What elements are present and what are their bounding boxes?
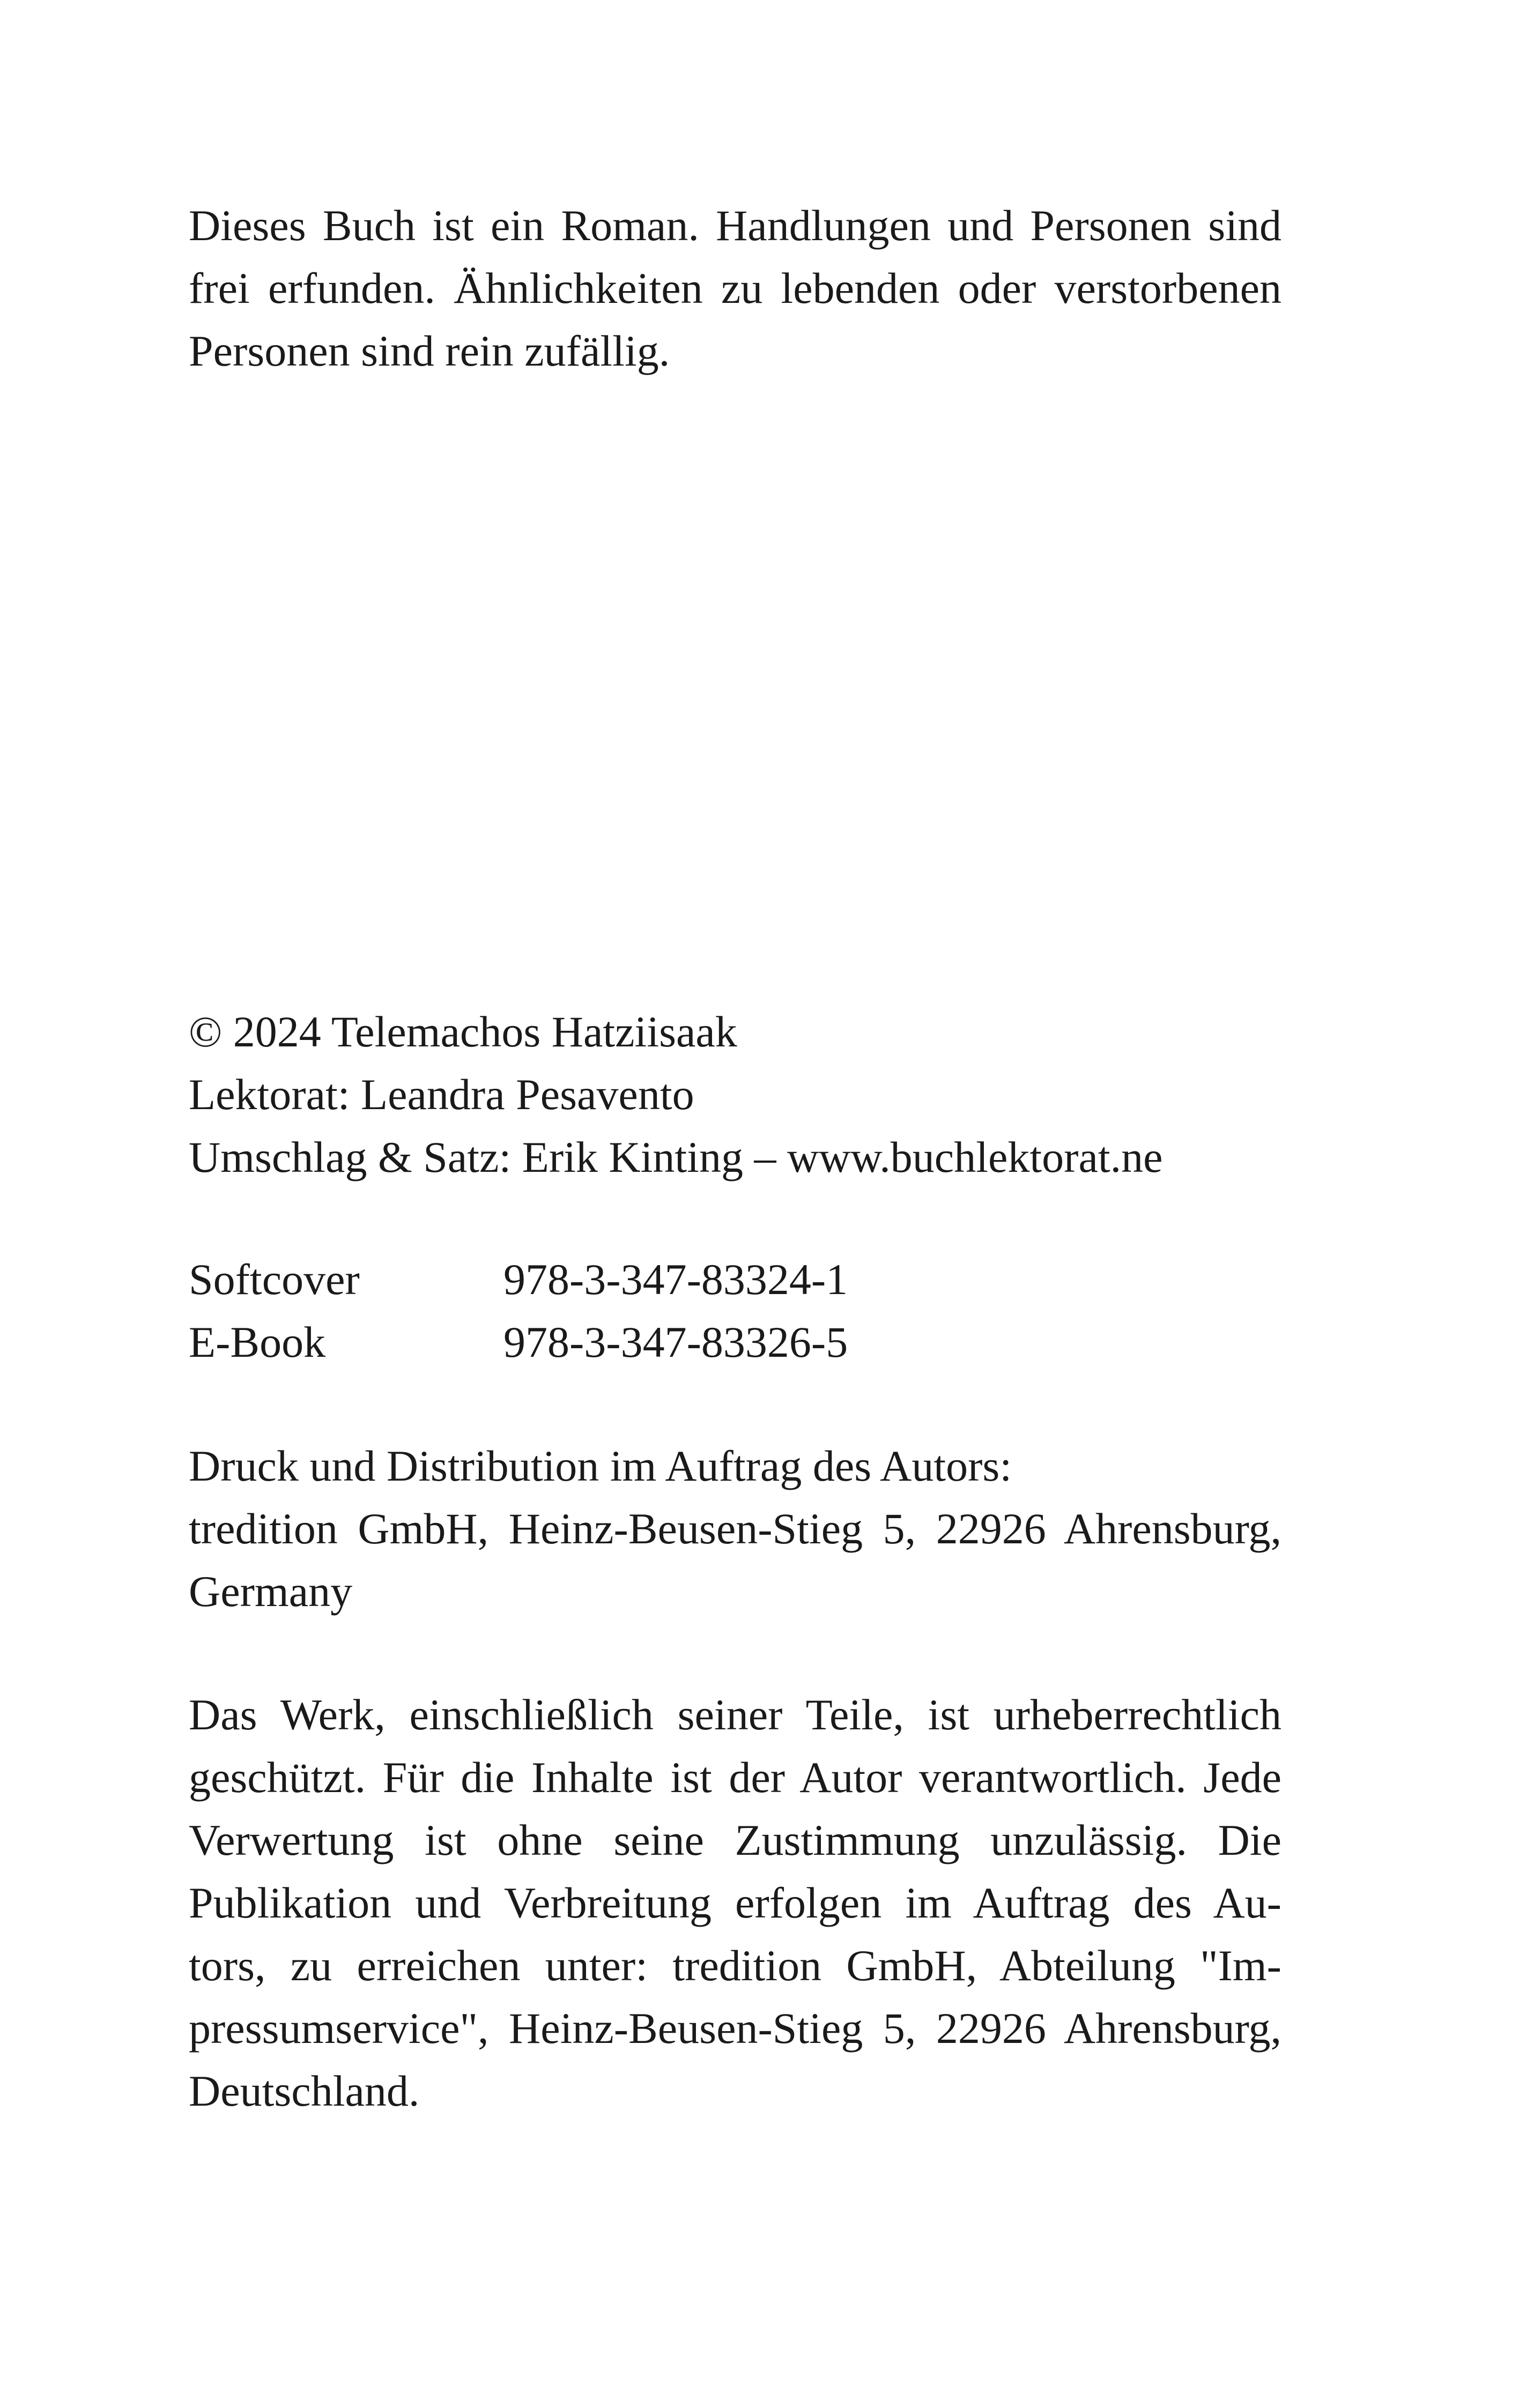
isbn-row-softcover [189, 1248, 1281, 1311]
legal-line: geschützt. Für die Inhalte ist der Autor verantwortlich. Jede [189, 1753, 1281, 1802]
isbn-format-label: E-Book [189, 1318, 326, 1366]
legal-line: Deutschland. [189, 2067, 420, 2115]
isbn-number: 978-3-347-83324-1 [503, 1255, 848, 1304]
legal-line: Verwertung ist ohne seine Zustimmung unzulässig. Die [189, 1816, 1281, 1864]
disclaimer-line: frei erfunden. Ähnlichkeiten zu lebenden oder verstorbenen [189, 264, 1281, 313]
credits-section [189, 1000, 1281, 1188]
isbn-format-label: Softcover [189, 1255, 360, 1304]
isbn-list [189, 1248, 1281, 1373]
distribution-notice [189, 1435, 1281, 1623]
copyright-legal-notice [189, 1683, 1281, 2122]
distribution-line: Druck und Distribution im Auftrag des Autors: [189, 1441, 1012, 1490]
copyright-notice: © 2024 Telemachos Hatziisaak [189, 1007, 737, 1056]
disclaimer-line: Personen sind rein zufällig. [189, 326, 670, 375]
disclaimer-line: Dieses Buch ist ein Roman. Handlungen und Personen sind [189, 201, 1281, 250]
isbn-row-ebook [189, 1311, 1281, 1373]
distribution-line: tredition GmbH, Heinz-Beusen-Stieg 5, 22926 Ahrensburg, [189, 1504, 1281, 1553]
fiction-disclaimer [189, 194, 1281, 382]
legal-line: pressumservice", Heinz-Beusen-Stieg 5, 22926 Ahrensburg, [189, 2004, 1281, 2053]
legal-line: Das Werk, einschließlich seiner Teile, ist urheberrechtlich [189, 1690, 1281, 1739]
legal-line: tors, zu erreichen unter: tredition GmbH, Abteilung "Im- [189, 1941, 1281, 1990]
editor-credit: Lektorat: Leandra Pesavento [189, 1070, 694, 1119]
legal-line: Publikation und Verbreitung erfolgen im Auftrag des Au- [189, 1878, 1281, 1927]
cover-typesetting-credit: Umschlag & Satz: Erik Kinting – www.buchlektorat.ne [189, 1133, 1163, 1181]
isbn-number: 978-3-347-83326-5 [503, 1318, 848, 1366]
distribution-line: Germany [189, 1567, 353, 1616]
